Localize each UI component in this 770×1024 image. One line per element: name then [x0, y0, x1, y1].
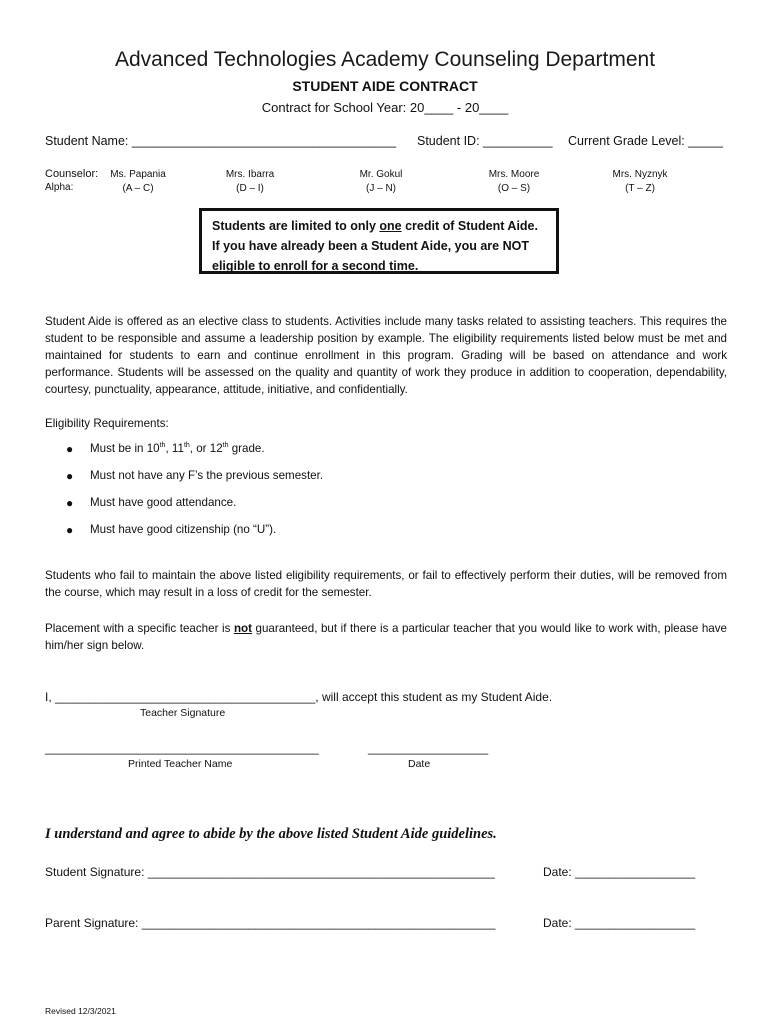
revision-date: Revised 12/3/2021: [45, 1006, 116, 1016]
notice-emphasis: one: [379, 219, 402, 233]
counselor-name: Mr. Gokul: [359, 169, 403, 180]
counselor-range: (D – I): [236, 183, 264, 194]
teacher-date-field[interactable]: __________________: [368, 741, 489, 755]
counselor-ibarra: [190, 168, 310, 196]
notice-line-3: eligible to enroll for a second time.: [212, 259, 419, 273]
alpha-label: Alpha:: [45, 182, 74, 193]
counselor-nyznyk: [580, 168, 700, 196]
counselor-label: Counselor:: [45, 168, 99, 180]
bullet-icon: ●: [66, 496, 74, 510]
school-year-line: Contract for School Year: 20____ - 20____: [261, 100, 509, 115]
bullet-icon: ●: [66, 523, 74, 537]
counselor-gokul: [321, 168, 441, 196]
citizenship-requirement: Must have good citizenship (no “U”).: [90, 523, 277, 536]
grades-requirement: Must not have any F’s the previous semester.: [90, 469, 324, 482]
student-date-field[interactable]: Date: __________________: [543, 865, 696, 879]
notice-line-1: Students are limited to only one credit of Student Aide.: [212, 219, 538, 233]
counselor-name: Ms. Papania: [110, 169, 166, 180]
counselor-name: Mrs. Nyznyk: [612, 169, 668, 180]
counselor-moore: [454, 168, 574, 196]
document-title: Advanced Technologies Academy Counseling Department: [114, 48, 656, 71]
counselor-papania: [78, 168, 198, 196]
contract-subtitle: STUDENT AIDE CONTRACT: [292, 78, 478, 94]
list-item: [66, 442, 323, 469]
counselor-range: (A – C): [122, 183, 154, 194]
teacher-signature-label: Teacher Signature: [140, 707, 226, 719]
list-item: [66, 469, 323, 496]
parent-date-field[interactable]: Date: __________________: [543, 916, 696, 930]
printed-name-field[interactable]: _________________________________________: [45, 741, 319, 755]
notice-line-2: If you have already been a Student Aide, you are NOT: [212, 239, 529, 253]
bullet-icon: ●: [66, 442, 74, 456]
teacher-date-label: Date: [408, 758, 431, 770]
list-item: [66, 496, 323, 523]
parent-signature-field[interactable]: Parent Signature: _____________________________________________________: [45, 916, 496, 930]
eligibility-list: [66, 442, 323, 550]
counselor-range: (O – S): [497, 183, 531, 194]
counselor-range: (T – Z): [625, 183, 655, 194]
removal-paragraph: Students who fail to maintain the above listed eligibility requirements, or fail to effectively perform their duties, will be removed from the course, which may result in a loss of credit for the semester.: [45, 569, 727, 599]
eligibility-heading: Eligibility Requirements:: [45, 417, 169, 430]
placement-paragraph: Placement with a specific teacher is not guaranteed, but if there is a particular teacher that you would like to work with, please have him/her sign below.: [45, 622, 727, 652]
attendance-requirement: Must have good attendance.: [90, 496, 237, 509]
aide-limit-notice: [199, 208, 559, 274]
student-name-field: Student Name: ______________________________________: [45, 134, 397, 148]
description-paragraph: Student Aide is offered as an elective class to students. Activities include many tasks related to assisting teachers. This requires the student to be responsible and assume a leadership position by example. The eligibility requirements listed below must be met and maintained for students to earn and continue enrollment in this program. Grading will be based on attendance and work performance. Students will be assessed on the quality and quantity of work they produce in addition to cooperation, dependability, courtesy, punctuality, appearance, attitude, initiative, and confidentially.: [45, 315, 727, 396]
grade-requirement: Must be in 10th, 11th, or 12th grade.: [90, 442, 265, 455]
student-signature-field[interactable]: Student Signature: ____________________________________________________: [45, 865, 495, 879]
student-id-field: Student ID: __________: [417, 134, 553, 148]
placement-emphasis: not: [233, 622, 252, 635]
counselor-name: Mrs. Ibarra: [225, 169, 275, 180]
teacher-accept-line[interactable]: I, _______________________________________, will accept this student as my Student Aide.: [45, 690, 553, 704]
agreement-statement: I understand and agree to abide by the above listed Student Aide guidelines.: [45, 826, 497, 842]
counselor-name: Mrs. Moore: [488, 169, 540, 180]
bullet-icon: ●: [66, 469, 74, 483]
printed-name-label: Printed Teacher Name: [128, 758, 233, 770]
list-item: [66, 523, 323, 550]
counselor-range: (J – N): [366, 183, 396, 194]
grade-level-field: Current Grade Level: _____: [568, 134, 723, 148]
